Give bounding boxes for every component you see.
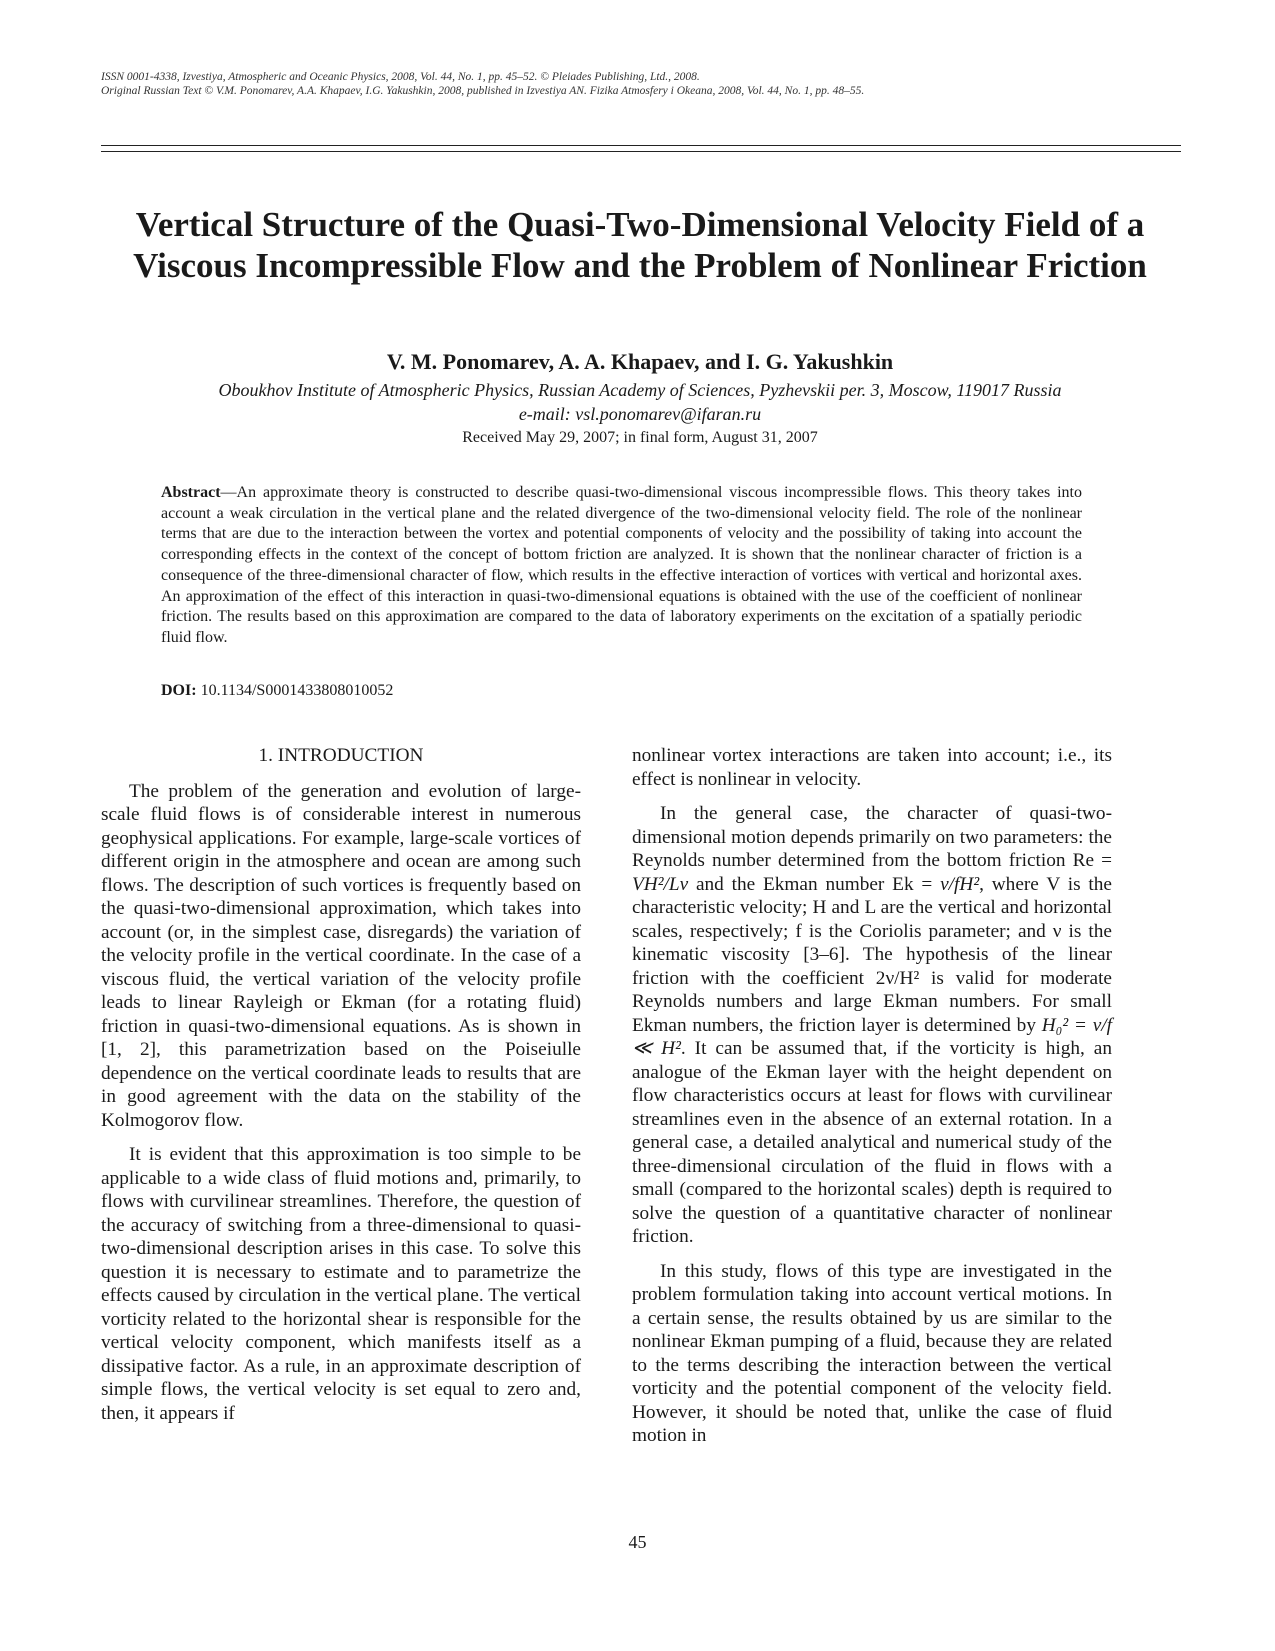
email-address[interactable]: e-mail: vsl.ponomarev@ifaran.ru — [518, 404, 762, 424]
paper-title: Vertical Structure of the Quasi-Two-Dimensional Velocity Field of a Viscous Incompressible Flow and the Problem of Nonlinear Friction — [133, 205, 1147, 285]
intro-paragraph-2: It is evident that this approximation is too simple to be applicable to a wide class of fluid motions and, primarily, to flows with curvilinear streamlines. Therefore, the question of the accuracy of switching from a three-dimensional to quasi-two-dimensional description arises in this case. To solve this question it is necessary to estimate and to parametrize the effects caused by circulation in the vertical plane. The vertical vorticity related to the horizontal shear is responsible for the vertical velocity component, which manifests itself as a dissipative factor. As a rule, in an approximate description of simple flows, the vertical velocity is set equal to zero and, then, it appears if — [101, 1144, 581, 1424]
abstract-label: Abstract — [161, 484, 221, 501]
parameters-text-d: . It can be assumed that, if the vorticity is high, an analogue of the Ekman layer with the height dependent on flow characteristics occurs at least for flows with curvilinear streamlines even in the absence of an external rotation. In a general case, a detailed analytical and numerical study of the three-dimensional circulation of the fluid in flows with a small (compared to the horizontal scales) depth is required to solve the question of a quantitative character of nonlinear friction. — [632, 1038, 1112, 1247]
doi — [161, 681, 393, 701]
header-line-1: ISSN 0001-4338, Izvestiya, Atmospheric and Oceanic Physics, 2008, Vol. 44, No. 1, pp. 45–52. © Pleiades Publishing, Ltd., 2008. — [101, 71, 700, 83]
study-paragraph: In this study, flows of this type are investigated in the problem formulation taking into account vertical motions. In a certain sense, the results obtained by us are similar to the nonlinear Ekman pumping of a fluid, because they are related to the terms describing the interaction between the vertical vorticity and the potential component of the velocity field. However, it should be noted that, unlike the case of fluid motion in — [632, 1260, 1112, 1446]
page-number: 45 — [628, 1532, 647, 1552]
running-header — [101, 70, 1181, 98]
header-rule-bottom — [101, 151, 1181, 152]
intro-paragraph-1: The problem of the generation and evolution of large-scale fluid flows is of considerable interest in numerous geophysical applications. For example, large-scale vortices of different origin in the atmosphere and ocean are among such flows. The description of such vortices is frequently based on the quasi-two-dimensional approximation, which takes into account (or, in the simplest case, disregards) the variation of the velocity profile in the vertical coordinate. In the case of a viscous fluid, the vertical variation of the velocity profile leads to linear Rayleigh or Ekman (for a rotating fluid) friction in quasi-two-dimensional equations. As is shown in [1, 2], this parametrization based on the Poiseiulle dependence on the vertical coordinate leads to results that are in good agreement with the data on the stability of the Kolmogorov flow. — [101, 780, 581, 1131]
parameters-text-b: and the Ekman number Ek = — [688, 873, 941, 895]
parameters-paragraph — [632, 802, 1112, 1249]
header-rule-top — [101, 145, 1181, 146]
doi-value[interactable]: 10.1134/S0001433808010052 — [200, 682, 394, 699]
parameters-text-c: , where V is the characteristic velocity; H and L are the vertical and horizontal scales, respectively; f is the Coriolis parameter; and ν is the kinematic viscosity [3–6]. The hypothesis of the linear friction with the coefficient 2ν/H² is valid for moderate Reynolds numbers and large Ekman numbers. For small Ekman numbers, the friction layer is determined by — [632, 873, 1112, 1036]
abstract — [161, 483, 1082, 649]
friction-layer-formula: H₀² = ν/f ≪ H² — [632, 1014, 1112, 1059]
parameters-text-a: In the general case, the character of quasi-two-dimensional motion depends primarily on two parameters: the Reynolds number determined from the bottom friction Re = — [632, 803, 1112, 871]
right-column — [632, 744, 1112, 1459]
doi-label: DOI: — [161, 682, 197, 699]
reynolds-formula: VH²/Lν — [632, 873, 689, 895]
affiliation: Oboukhov Institute of Atmospheric Physics, Russian Academy of Sciences, Pyzhevskii per. 3, Moscow, 119017 Russia — [218, 380, 1062, 400]
left-column — [101, 744, 581, 1436]
header-line-2: Original Russian Text © V.M. Ponomarev, A.A. Khapaev, I.G. Yakushkin, 2008, published in Izvestiya AN. Fizika Atmosfery i Okeana, 2008, Vol. 44, No. 1, pp. 48–55. — [101, 85, 865, 97]
author-list: V. M. Ponomarev, A. A. Khapaev, and I. G. Yakushkin — [386, 349, 894, 374]
ekman-formula: ν/fH² — [940, 873, 980, 895]
section-heading: 1. INTRODUCTION — [258, 745, 424, 766]
received-dates: Received May 29, 2007; in final form, August 31, 2007 — [462, 429, 818, 446]
continued-paragraph: nonlinear vortex interactions are taken into account; i.e., its effect is nonlinear in velocity. — [632, 745, 1112, 790]
abstract-text: —An approximate theory is constructed to describe quasi-two-dimensional viscous incompressible flows. This theory takes into account a weak circulation in the vertical plane and the related divergence of the two-dimensional velocity field. The role of the nonlinear terms that are due to the interaction between the vortex and potential components of velocity and the possibility of taking into account the corresponding effects in the context of the concept of bottom friction are analyzed. It is shown that the nonlinear character of friction is a consequence of the three-dimensional character of flow, which results in the effective interaction of vortices with vertical and horizontal axes. An approximation of the effect of this interaction in quasi-two-dimensional equations is obtained with the use of the coefficient of nonlinear friction. The results based on this approximation are compared to the data of laboratory experiments on the excitation of a spatially periodic fluid flow. — [161, 484, 1082, 646]
